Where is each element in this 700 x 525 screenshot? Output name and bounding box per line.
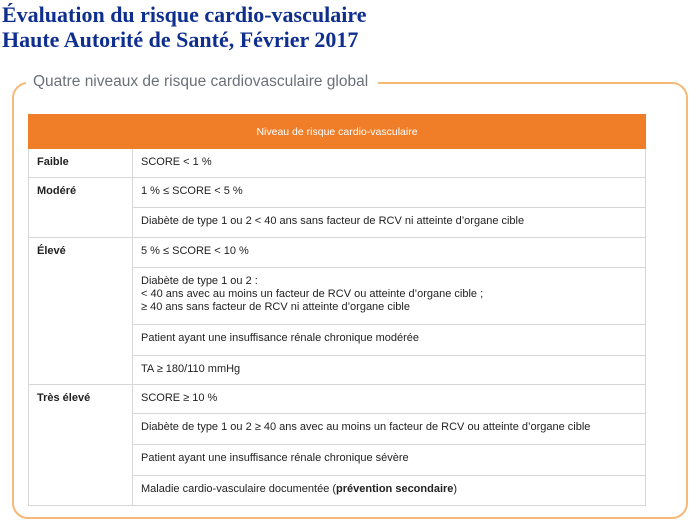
criterion-cell: SCORE < 1 % <box>141 156 212 168</box>
criterion-cell <box>141 476 637 502</box>
criterion-cell: Patient ayant une insuffisance rénale chronique modérée <box>141 332 420 344</box>
risk-level-label: Très élevé <box>37 392 91 404</box>
criterion-text: Maladie cardio-vasculaire documentée ( <box>141 483 337 495</box>
table-header: Niveau de risque cardio-vasculaire <box>29 115 646 149</box>
criterion-cell: Patient ayant une insuffisance rénale chronique sévère <box>141 452 409 464</box>
criterion-cell: Diabète de type 1 ou 2 < 40 ans sans facteur de RCV ni atteinte d’organe cible <box>141 215 525 227</box>
table-row <box>29 178 646 208</box>
criterion-cell: Diabète de type 1 ou 2 ≥ 40 ans avec au moins un facteur de RCV ou atteinte d’organe cible <box>141 421 591 433</box>
risk-level-label: Faible <box>37 156 69 168</box>
table-row <box>29 385 646 414</box>
table-row <box>29 238 646 268</box>
risk-level-label: Modéré <box>37 185 77 197</box>
criterion-text-end: ) <box>453 483 458 495</box>
criterion-cell: SCORE ≥ 10 % <box>141 392 218 404</box>
page-title <box>2 2 366 52</box>
criterion-line: ≥ 40 ans sans facteur de RCV ni atteinte d’organe cible <box>141 301 410 313</box>
table-row <box>29 149 646 178</box>
criterion-cell <box>141 268 637 320</box>
risk-table <box>28 114 646 506</box>
panel-title: Quatre niveaux de risque cardiovasculaire global <box>26 68 378 96</box>
criterion-cell: 1 % ≤ SCORE < 5 % <box>141 185 243 197</box>
criterion-cell: TA ≥ 180/110 mmHg <box>141 363 241 375</box>
title-line-2: Haute Autorité de Santé, Février 2017 <box>2 27 359 52</box>
title-line-1: Évaluation du risque cardio-vasculaire <box>2 2 367 27</box>
criterion-emphasis: prévention secondaire <box>336 483 454 495</box>
criterion-line: Diabète de type 1 ou 2 : <box>141 275 258 287</box>
table-header-row <box>29 115 646 149</box>
risk-level-label: Élevé <box>37 245 66 257</box>
criterion-cell: 5 % ≤ SCORE < 10 % <box>141 245 249 257</box>
criterion-line: < 40 ans avec au moins un facteur de RCV ou atteinte d’organe cible ; <box>141 288 484 300</box>
